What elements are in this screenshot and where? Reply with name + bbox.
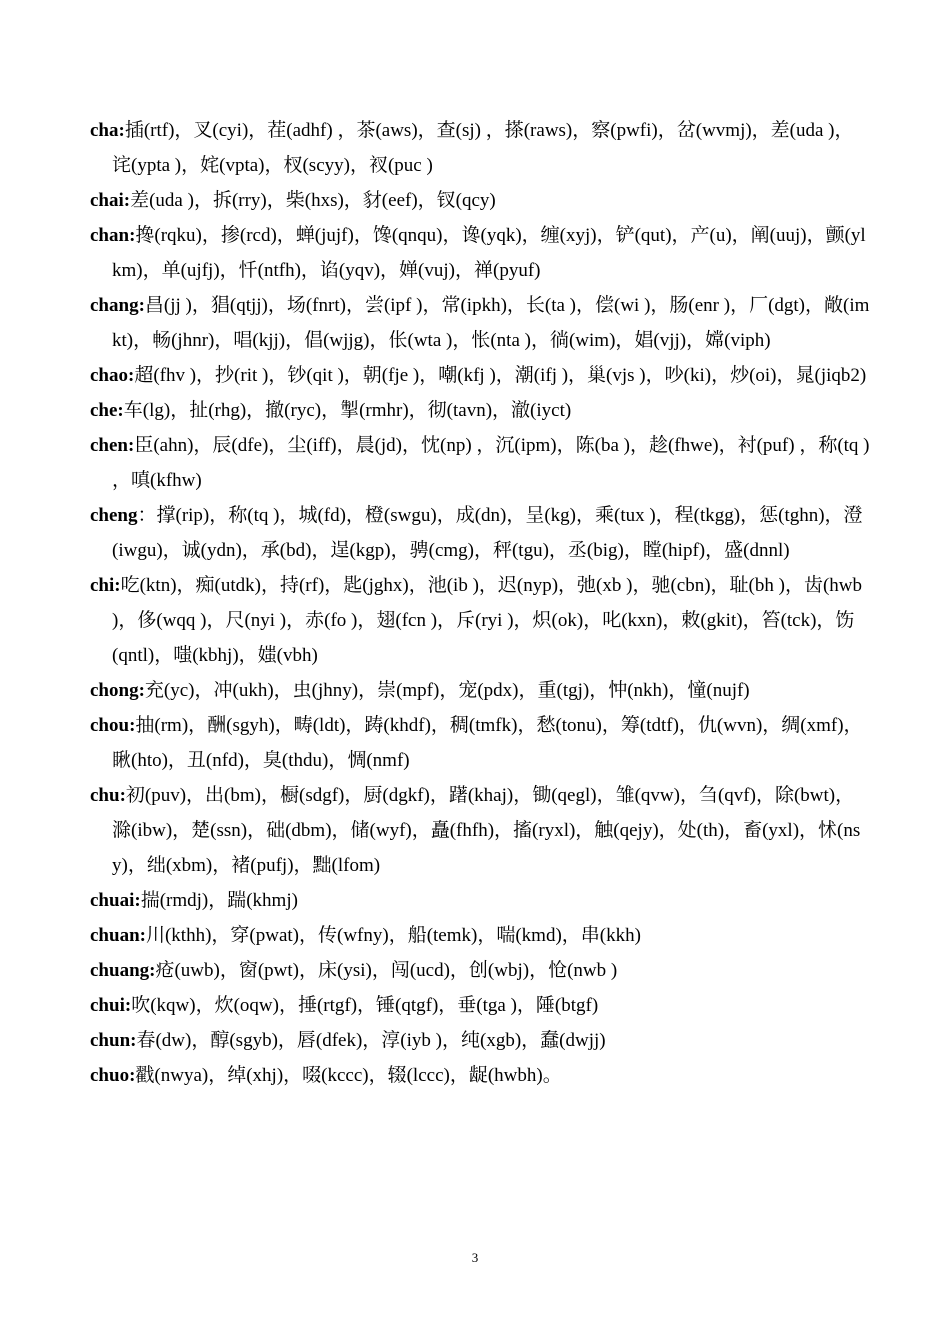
list-item: [90, 1023, 870, 1058]
pinyin-heading: chui:: [90, 995, 132, 1016]
entry-text: 插(rtf)，叉(cyi)，茬(adhf) ，茶(aws)，查(sj) ，搽(raws)，察(pwfi)，岔(wvmj)，差(uda )，诧(ypta )，姹(vpta)，杈(scyy)，衩(puc ): [112, 120, 854, 176]
pinyin-heading: chi:: [90, 575, 121, 596]
entry-text: 搀(rqku)，掺(rcd)，蝉(jujf)，馋(qnqu)，谗(yqk)，缠(xyj)，铲(qut)，产(u)，阐(uuj)，颤(ylkm)，单(ujfj)，忏(ntfh)，谄(yqv)，婵(vuj)，禅(pyuf): [112, 225, 866, 281]
list-item: [90, 358, 870, 393]
pinyin-heading: cha:: [90, 120, 125, 141]
entry-text: 臣(ahn)，辰(dfe)，尘(iff)，晨(jd)，忱(np) ，沉(ipm)，陈(ba )，趁(fhwe)，衬(puf) ，称(tq ) ，嗔(kfhw): [112, 435, 870, 491]
pinyin-heading: chu:: [90, 785, 126, 806]
list-item: [90, 988, 870, 1023]
pinyin-heading: cheng: [90, 505, 138, 526]
list-item: [90, 218, 870, 288]
entry-text: 揣(rmdj)，踹(khmj): [140, 890, 298, 911]
entry-text: 初(puv)，出(bm)，橱(sdgf)，厨(dgkf)，躇(khaj)，锄(qegl)，雏(qvw)，刍(qvf)，除(bwt)，滁(ibw)，楚(ssn)，础(dbm)，储(wyf)，矗(fhfh)，搐(ryxl)，触(qejy)，处(th)，畜(yxl)，怵(nsy)，绌(xbm)，褚(pufj)，黜(lfom): [112, 785, 861, 876]
list-item: [90, 113, 870, 183]
list-item: [90, 498, 870, 568]
pinyin-heading: chen:: [90, 435, 135, 456]
list-item: [90, 428, 870, 498]
list-item: [90, 288, 870, 358]
pinyin-heading: chong:: [90, 680, 145, 701]
entry-text: 昌(jj )，猖(qtjj)，场(fnrt)，尝(ipf )，常(ipkh)，长(ta )，偿(wi )，肠(enr )，厂(dgt)，敞(imkt)，畅(jhnr)，唱(kjj)，倡(wjjg)，伥(wta )，怅(nta )，徜(wim)，娼(vjj)，嫦(viph): [112, 295, 870, 351]
list-item: [90, 953, 870, 988]
entry-text: 差(uda )，拆(rry)，柴(hxs)，豺(eef)，钗(qcy): [130, 190, 496, 211]
entry-text: 春(dw)，醇(sgyb)，唇(dfek)，淳(iyb )，纯(xgb)，蠢(dwjj): [136, 1030, 606, 1051]
list-item: [90, 673, 870, 708]
pinyin-heading: chun:: [90, 1030, 137, 1051]
pinyin-heading: chai:: [90, 190, 131, 211]
entry-text: 戳(nwya)，绰(xhj)，啜(kccc)，辍(lccc)，龊(hwbh)。: [135, 1065, 562, 1086]
pinyin-heading: chuai:: [90, 890, 141, 911]
pinyin-heading: che:: [90, 400, 124, 421]
page-number: 3: [471, 1250, 479, 1265]
list-item: [90, 183, 870, 218]
pinyin-heading: chuo:: [90, 1065, 136, 1086]
entry-text: 吃(ktn)，痴(utdk)，持(rf)，匙(jghx)，池(ib )，迟(nyp)，弛(xb )，驰(cbn)，耻(bh )，齿(hwb )，侈(wqq )，尺(nyi )，赤(fo )，翅(fcn )，斥(ryi )，炽(ok)，叱(kxn)，敕(gkit)，笞(tck)，饬(qntl)，嗤(kbhj)，媸(vbh): [112, 575, 863, 666]
pinyin-heading: chan:: [90, 225, 136, 246]
entry-text: 川(kthh)，穿(pwat)，传(wfny)，船(temk)，喘(kmd)，串(kkh): [145, 925, 641, 946]
entry-text: 疮(uwb)，窗(pwt)，床(ysi)，闯(ucd)，创(wbj)，怆(nwb ): [155, 960, 618, 981]
pinyin-heading: chao:: [90, 365, 135, 386]
list-item: [90, 918, 870, 953]
list-item: [90, 568, 870, 673]
list-item: [90, 883, 870, 918]
pinyin-heading: chang:: [90, 295, 145, 316]
list-item: [90, 393, 870, 428]
entry-text: 抽(rm)，酬(sgyh)，畴(ldt)，踌(khdf)，稠(tmfk)，愁(tonu)，筹(tdtf)，仇(wvn)，绸(xmf)，瞅(hto)，丑(nfd)，臭(thdu)，惆(nmf): [112, 715, 863, 771]
list-item: [90, 708, 870, 778]
pinyin-heading: chuan:: [90, 925, 146, 946]
pinyin-heading: chou:: [90, 715, 136, 736]
entry-text: 吹(kqw)，炊(oqw)，捶(rtgf)，锤(qtgf)，垂(tga )，陲(btgf): [131, 995, 599, 1016]
list-item: [90, 1058, 870, 1093]
entry-list: [90, 113, 870, 1093]
entry-text: 车(lg)，扯(rhg)，撤(ryc)，掣(rmhr)，彻(tavn)，澈(iyct): [123, 400, 572, 421]
pinyin-heading: chuang:: [90, 960, 156, 981]
entry-text: ：撑(rip)，称(tq )，城(fd)，橙(swgu)，成(dn)，呈(kg)，乘(tux )，程(tkgg)，惩(tghn)，澄(iwgu)，诚(ydn)，承(bd)，逞(kgp)，骋(cmg)，秤(tgu)，丞(big)，瞠(hipf)，盛(dnnl): [112, 505, 863, 561]
entry-text: 超(fhv )，抄(rit )，钞(qit )，朝(fje )，嘲(kfj )，潮(ifj )，巢(vjs )，吵(ki)，炒(oi)，晁(jiqb2): [134, 365, 867, 386]
list-item: [90, 778, 870, 883]
entry-text: 充(yc)，冲(ukh)，虫(jhny)，崇(mpf)，宠(pdx)，重(tgj)，忡(nkh)，憧(nujf): [144, 680, 750, 701]
